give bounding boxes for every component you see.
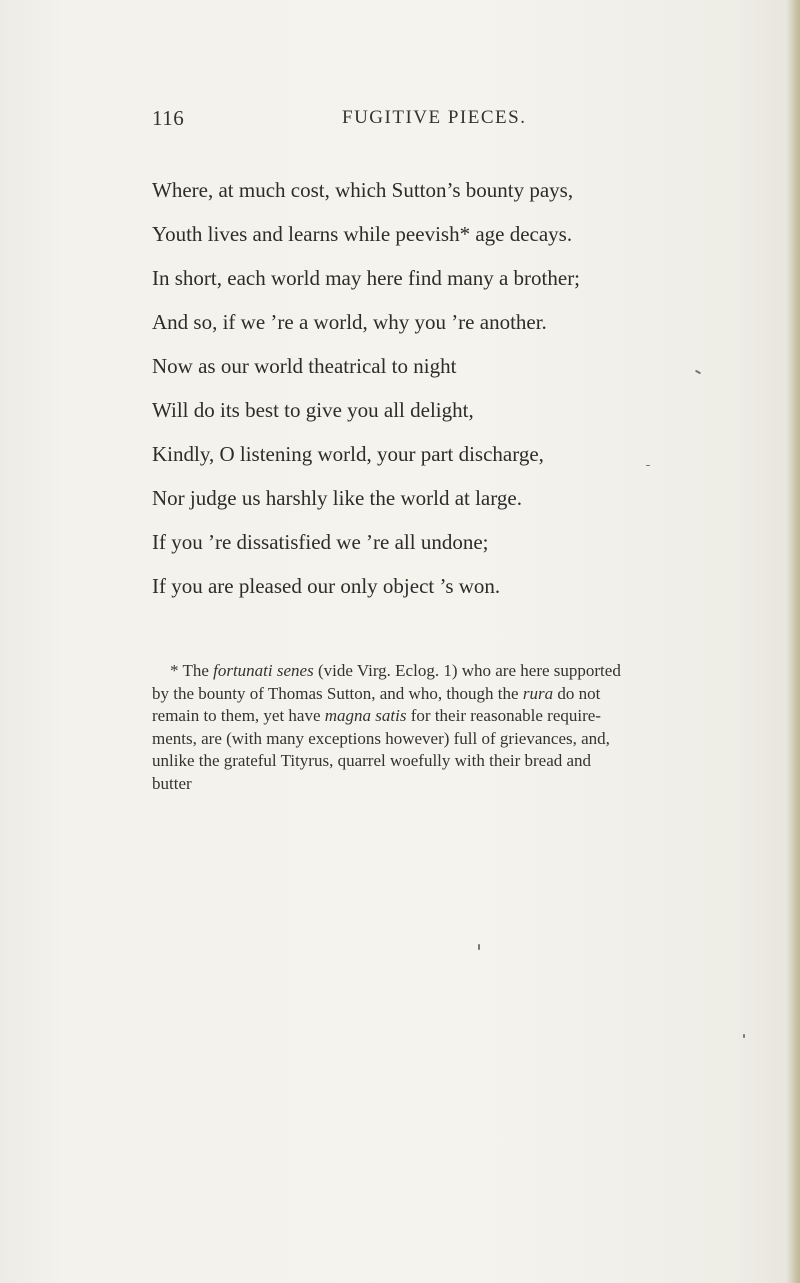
paper-speck xyxy=(478,944,480,950)
footnote-line: unlike the grateful Tityrus, quarrel woefully with their bread and xyxy=(152,751,592,770)
footnote-line xyxy=(152,683,712,706)
verse-line: If you ’re dissatisfied we ’re all undone; xyxy=(152,530,489,554)
page-number: 116 xyxy=(152,106,185,130)
verse-line: Now as our world theatrical to night xyxy=(152,354,457,378)
footnote-text: (vide Virg. Eclog. 1) who are here supported xyxy=(313,661,621,680)
footnote-italic: rura xyxy=(522,683,554,703)
footnote-italic: fortunati senes xyxy=(213,661,314,680)
verse-line: In short, each world may here find many a brother; xyxy=(152,266,581,290)
page-header xyxy=(0,106,800,136)
verse-line: And so, if we ’re a world, why you ’re another. xyxy=(152,310,547,334)
verse-line: Youth lives and learns while peevish* age decays. xyxy=(152,222,573,246)
paper-speck xyxy=(743,1034,745,1038)
verse-line: Where, at much cost, which Sutton’s bounty pays, xyxy=(152,178,574,202)
verse-line: If you are pleased our only object ’s won. xyxy=(152,574,501,598)
footnote-line: butter xyxy=(152,773,192,793)
footnote-text: remain to them, yet have xyxy=(152,706,325,725)
running-head: FUGITIVE PIECES. xyxy=(342,107,527,128)
footnote-text: by the bounty of Thomas Sutton, and who, though the xyxy=(152,683,523,703)
footnote-text: * The xyxy=(170,661,214,680)
footnote-italic: magna satis xyxy=(324,706,407,725)
verse-line: Kindly, O listening world, your part discharge, xyxy=(152,442,544,466)
footnote-line xyxy=(152,660,712,683)
poem-stanza xyxy=(152,168,712,608)
page-edge-shadow xyxy=(786,0,800,1283)
verse-line: Will do its best to give you all delight, xyxy=(152,398,474,422)
footnote-line: ments, are (with many exceptions however) full of grievances, and, xyxy=(152,728,610,748)
footnote xyxy=(152,660,712,795)
footnote-text: do not xyxy=(553,683,601,703)
footnote-line xyxy=(152,705,712,728)
footnote-text: for their reasonable require- xyxy=(406,706,601,725)
paper-speck xyxy=(646,465,650,466)
verse-line: Nor judge us harshly like the world at large. xyxy=(152,486,522,510)
